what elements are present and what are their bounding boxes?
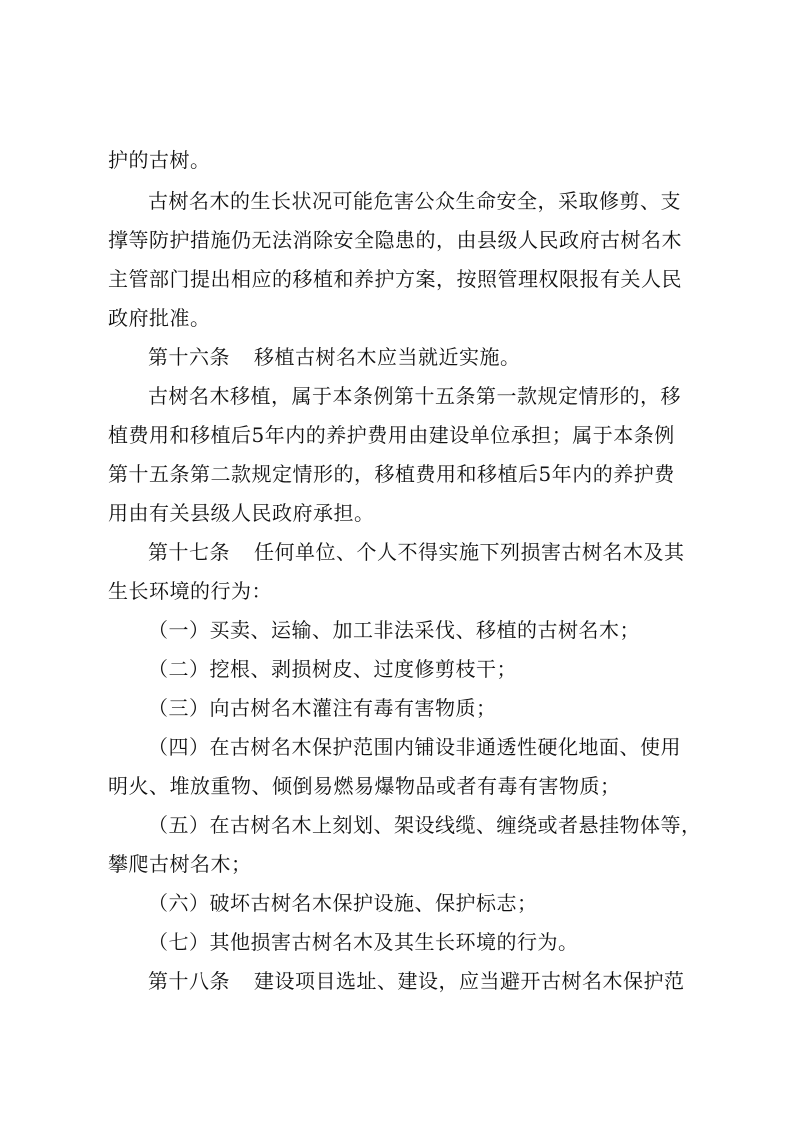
list-item: （六）破坏古树名木保护设施、保护标志； bbox=[148, 891, 538, 915]
text-line: 撑等防护措施仍无法消除安全隐患的，由县级人民政府古树名木 bbox=[108, 228, 682, 252]
list-item: （四）在古树名木保护范围内铺设非通透性硬化地面、使用 bbox=[148, 735, 681, 759]
text-line: 攀爬古树名木； bbox=[108, 852, 252, 876]
text-line: 古树名木移植，属于本条例第十五条第一款规定情形的，移 bbox=[148, 384, 681, 408]
text-line: 政府批准。 bbox=[108, 306, 211, 330]
article-16 bbox=[0, 341, 792, 373]
article-number: 第十七条 bbox=[148, 540, 230, 564]
text-line: 护的古树。 bbox=[108, 148, 211, 172]
list-item: （五）在古树名木上刻划、架设线缆、缠绕或者悬挂物体等， bbox=[148, 813, 702, 837]
list-item: （七）其他损害古树名木及其生长环境的行为。 bbox=[148, 930, 579, 954]
text-line: 第十五条第二款规定情形的，移植费用和移植后5年内的养护费 bbox=[108, 462, 675, 486]
list-item: （一）买卖、运输、加工非法采伐、移植的古树名木； bbox=[148, 618, 640, 642]
article-text: 建设项目选址、建设，应当避开古树名木保护范 bbox=[254, 969, 685, 993]
text-line: 古树名木的生长状况可能危害公众生命安全，采取修剪、支 bbox=[148, 189, 681, 213]
article-text: 移植古树名木应当就近实施。 bbox=[254, 345, 521, 369]
text-line: 用由有关县级人民政府承担。 bbox=[108, 501, 375, 525]
text-line: 主管部门提出相应的移植和养护方案，按照管理权限报有关人民 bbox=[108, 267, 682, 291]
text-line: 生长环境的行为： bbox=[108, 579, 272, 603]
text-line: 植费用和移植后5年内的养护费用由建设单位承担；属于本条例 bbox=[108, 423, 675, 447]
article-text: 任何单位、个人不得实施下列损害古树名木及其 bbox=[254, 540, 685, 564]
article-number: 第十六条 bbox=[148, 345, 230, 369]
list-item: （三）向古树名木灌注有毒有害物质； bbox=[148, 696, 497, 720]
list-item: （二）挖根、剥损树皮、过度修剪枝干； bbox=[148, 657, 517, 681]
article-number: 第十八条 bbox=[148, 969, 230, 993]
text-line: 明火、堆放重物、倾倒易燃易爆物品或者有毒有害物质； bbox=[108, 774, 621, 798]
article-17 bbox=[0, 536, 792, 568]
article-18 bbox=[0, 965, 792, 997]
